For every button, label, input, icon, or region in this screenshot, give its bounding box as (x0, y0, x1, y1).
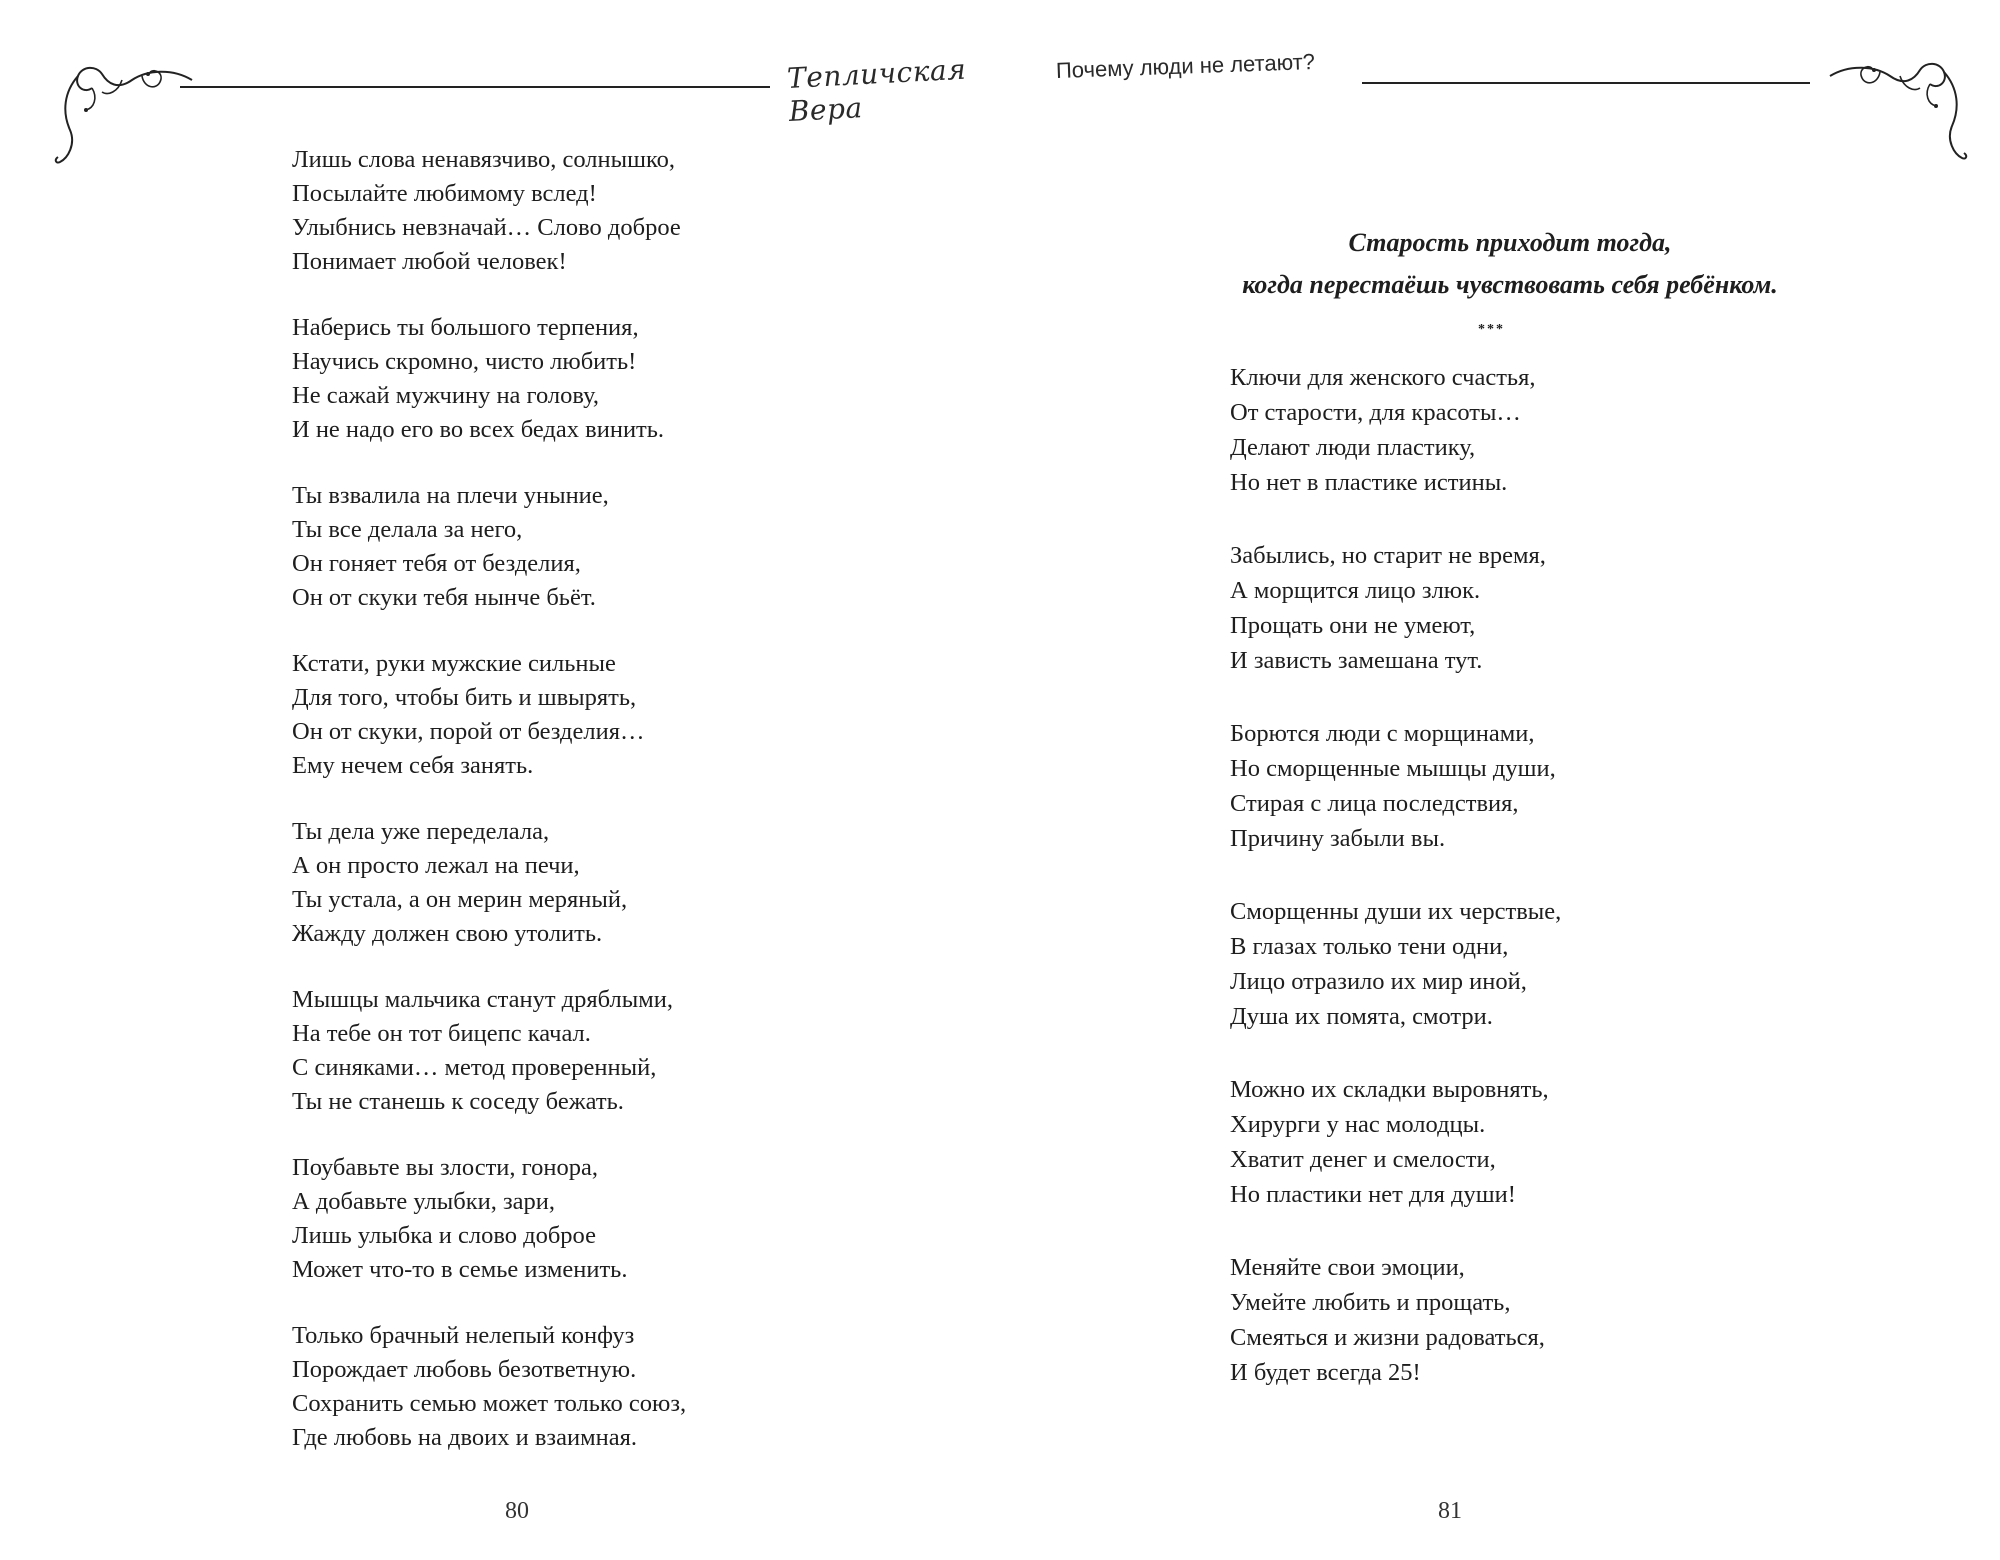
poem-line: Ты все делала за него, (292, 516, 523, 543)
stanza (1230, 538, 1561, 678)
stanza (1230, 1072, 1561, 1212)
poem-line: В глазах только тени одни, (1230, 933, 1509, 960)
poem-line: Ему нечем себя занять. (292, 752, 534, 779)
right-page (1000, 0, 2000, 1560)
poem-left (292, 143, 686, 1487)
corner-ornament-top-left-icon (52, 62, 212, 172)
stanza (292, 815, 686, 951)
poem-line: Причину забыли вы. (1230, 825, 1446, 852)
poem-line: Хирурги у нас молодцы. (1230, 1111, 1486, 1138)
stanza (292, 1151, 686, 1287)
epigraph (1060, 222, 1960, 306)
poem-line: Для того, чтобы бить и швырять, (292, 684, 637, 711)
header-rule-right (1362, 82, 1810, 84)
poem-line: Умейте любить и прощать, (1230, 1289, 1511, 1316)
stanza (292, 647, 686, 783)
stanza (1230, 716, 1561, 856)
poem-right (1230, 360, 1561, 1428)
poem-line: И не надо его во всех бедах винить. (292, 416, 665, 443)
poem-line: Смеяться и жизни радоваться, (1230, 1324, 1545, 1351)
poem-line: Он от скуки, порой от безделия… (292, 718, 645, 745)
header-rule-left (180, 86, 770, 88)
poem-line: Где любовь на двоих и взаимная. (292, 1424, 637, 1451)
poem-line: Может что-то в семье изменить. (292, 1256, 628, 1283)
poem-line: Ты взвалила на плечи уныние, (292, 482, 609, 509)
stanza (1230, 894, 1561, 1034)
poem-line: Улыбнись невзначай… Слово доброе (292, 214, 681, 241)
poem-line: Мышцы мальчика станут дряблыми, (292, 986, 673, 1013)
poem-line: Он от скуки тебя нынче бьёт. (292, 584, 596, 611)
poem-line: А добавьте улыбки, зари, (292, 1188, 556, 1215)
section-separator: *** (1478, 322, 1505, 337)
poem-line: Можно их складки выровнять, (1230, 1076, 1549, 1103)
poem-line: Прощать они не умеют, (1230, 612, 1476, 639)
poem-line: Стирая с лица последствия, (1230, 790, 1519, 817)
poem-line: Борются люди с морщинами, (1230, 720, 1535, 747)
poem-line: Забылись, но старит не время, (1230, 542, 1546, 569)
poem-line: От старости, для красоты… (1230, 399, 1521, 426)
poem-line: Меняйте свои эмоции, (1230, 1254, 1465, 1281)
running-header-title: Почему люди не летают? (1055, 48, 1316, 83)
epigraph-line: когда перестаёшь чувствовать себя ребёнком. (1242, 270, 1778, 299)
poem-line: С синяками… метод проверенный, (292, 1054, 657, 1081)
poem-line: А он просто лежал на печи, (292, 852, 580, 879)
page-number-right: 81 (1438, 1498, 1462, 1524)
corner-ornament-top-right-icon (1810, 58, 1970, 168)
stanza (292, 143, 686, 279)
poem-line: Ты не станешь к соседу бежать. (292, 1088, 624, 1115)
poem-line: Жажду должен свою утолить. (292, 920, 603, 947)
poem-line: Но сморщенные мышцы души, (1230, 755, 1556, 782)
poem-line: На тебе он тот бицепс качал. (292, 1020, 591, 1047)
stanza (292, 311, 686, 447)
poem-line: Ты устала, а он мерин меряный, (292, 886, 628, 913)
poem-line: Только брачный нелепый конфуз (292, 1322, 635, 1349)
poem-line: Понимает любой человек! (292, 248, 567, 275)
poem-line: Посылайте любимому вслед! (292, 180, 597, 207)
stanza (292, 479, 686, 615)
poem-line: Ключи для женского счастья, (1230, 364, 1536, 391)
poem-line: Наберись ты большого терпения, (292, 314, 639, 341)
poem-line: Научись скромно, чисто любить! (292, 348, 637, 375)
poem-line: И зависть замешана тут. (1230, 647, 1483, 674)
poem-line: Кстати, руки мужские сильные (292, 650, 616, 677)
poem-line: Но нет в пластике истины. (1230, 469, 1508, 496)
poem-line: Поубавьте вы злости, гонора, (292, 1154, 598, 1181)
poem-line: Хватит денег и смелости, (1230, 1146, 1496, 1173)
poem-line: Не сажай мужчину на голову, (292, 382, 600, 409)
poem-line: Порождает любовь безответную. (292, 1356, 637, 1383)
poem-line: Делают люди пластику, (1230, 434, 1476, 461)
poem-line: Лишь слова ненавязчиво, солнышко, (292, 146, 675, 173)
poem-line: Лишь улыбка и слово доброе (292, 1222, 596, 1249)
stanza (1230, 1250, 1561, 1390)
stanza (292, 983, 686, 1119)
poem-line: Он гоняет тебя от безделия, (292, 550, 581, 577)
stanza (292, 1319, 686, 1455)
epigraph-line: Старость приходит тогда, (1348, 228, 1672, 257)
poem-line: Сморщенны души их черствые, (1230, 898, 1562, 925)
poem-line: А морщится лицо злюк. (1230, 577, 1481, 604)
poem-line: Сохранить семью может только союз, (292, 1390, 687, 1417)
poem-line: И будет всегда 25! (1230, 1359, 1421, 1386)
running-header-author: Тепличская Вера (786, 52, 967, 128)
poem-line: Душа их помята, смотри. (1230, 1003, 1493, 1030)
poem-line: Ты дела уже переделала, (292, 818, 550, 845)
page-number-left: 80 (505, 1498, 529, 1524)
poem-line: Но пластики нет для души! (1230, 1181, 1516, 1208)
poem-line: Лицо отразило их мир иной, (1230, 968, 1527, 995)
stanza (1230, 360, 1561, 500)
